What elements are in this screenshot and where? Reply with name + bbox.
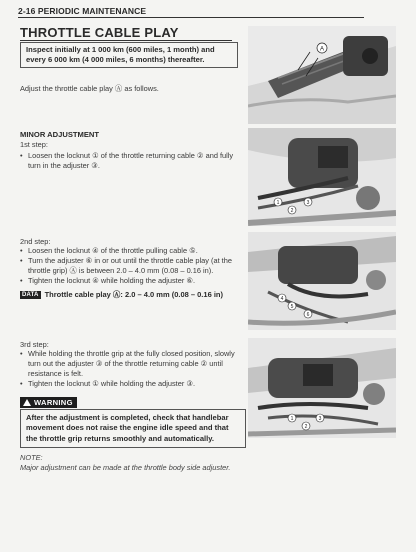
inspection-interval-box: Inspect initially at 1 000 km (600 miles, 1 month) and every 6 000 km (4 000 miles, 6 months) thereafter. <box>20 42 238 68</box>
callout-label: 1 <box>290 416 294 422</box>
photo-returning-cable <box>248 128 396 226</box>
intro-text: Adjust the throttle cable play Ⓐ as follows. <box>20 84 159 93</box>
data-spec-row <box>20 289 260 300</box>
step1-bullets <box>20 151 235 171</box>
header-rule <box>18 17 364 18</box>
callout-label: 3 <box>318 416 322 422</box>
warning-badge <box>20 397 77 408</box>
title-rule <box>20 40 232 41</box>
step3-bullets <box>20 349 245 389</box>
step2-label: 2nd step: <box>20 237 51 246</box>
minor-adjustment-heading: MINOR ADJUSTMENT <box>20 130 100 139</box>
callout-label: 2 <box>290 208 294 214</box>
list-item: • Tighten the locknut ① while holding the adjuster ③. <box>20 379 245 389</box>
callout-label: A <box>319 46 325 53</box>
list-item: • Tighten the locknut ④ while holding the adjuster ⑥. <box>20 276 244 286</box>
callout-label: 4 <box>280 296 284 302</box>
callout-label: 1 <box>276 200 280 206</box>
list-item: • Loosen the locknut ④ of the throttle pulling cable ⑤. <box>20 246 244 256</box>
warning-label: WARNING <box>34 398 73 407</box>
photo-pulling-cable <box>248 232 396 330</box>
warning-box: After the adjustment is completed, check that handlebar movement does not raise the engine idle speed and that the throttle grip returns smoothly and automatically. <box>20 409 246 448</box>
callout-label: 3 <box>306 200 310 206</box>
photo-throttle-grip <box>248 26 396 124</box>
callout-label: 5 <box>290 304 294 310</box>
photo-third-step <box>248 338 396 438</box>
note-text: Major adjustment can be made at the throttle body side adjuster. <box>20 463 231 472</box>
step3-label: 3rd step: <box>20 340 49 349</box>
list-item: • While holding the throttle grip at the fully closed position, slowly turn out the adjuster ③ of the throttle returning cable ② until resistance is felt. <box>20 349 245 379</box>
section-title: THROTTLE CABLE PLAY <box>20 25 179 40</box>
step2-bullets <box>20 246 244 286</box>
page-header: 2-16 PERIODIC MAINTENANCE <box>18 6 147 16</box>
callout-label: 6 <box>306 312 310 318</box>
warning-triangle-icon <box>23 399 31 406</box>
list-item: • Turn the adjuster ⑥ in or out until the throttle cable play (at the throttle grip) Ⓐ is between 2.0 – 4.0 mm (0.08 – 0.16 in). <box>20 256 244 276</box>
list-item: • Loosen the locknut ① of the throttle returning cable ② and fully turn in the adjuster ③. <box>20 151 235 171</box>
data-badge: DATA <box>22 291 39 298</box>
data-spec-text: Throttle cable play Ⓐ: 2.0 – 4.0 mm (0.08 – 0.16 in) <box>44 290 223 299</box>
step1-label: 1st step: <box>20 140 48 149</box>
note-heading: NOTE: <box>20 453 43 462</box>
callout-label: 2 <box>304 424 308 430</box>
